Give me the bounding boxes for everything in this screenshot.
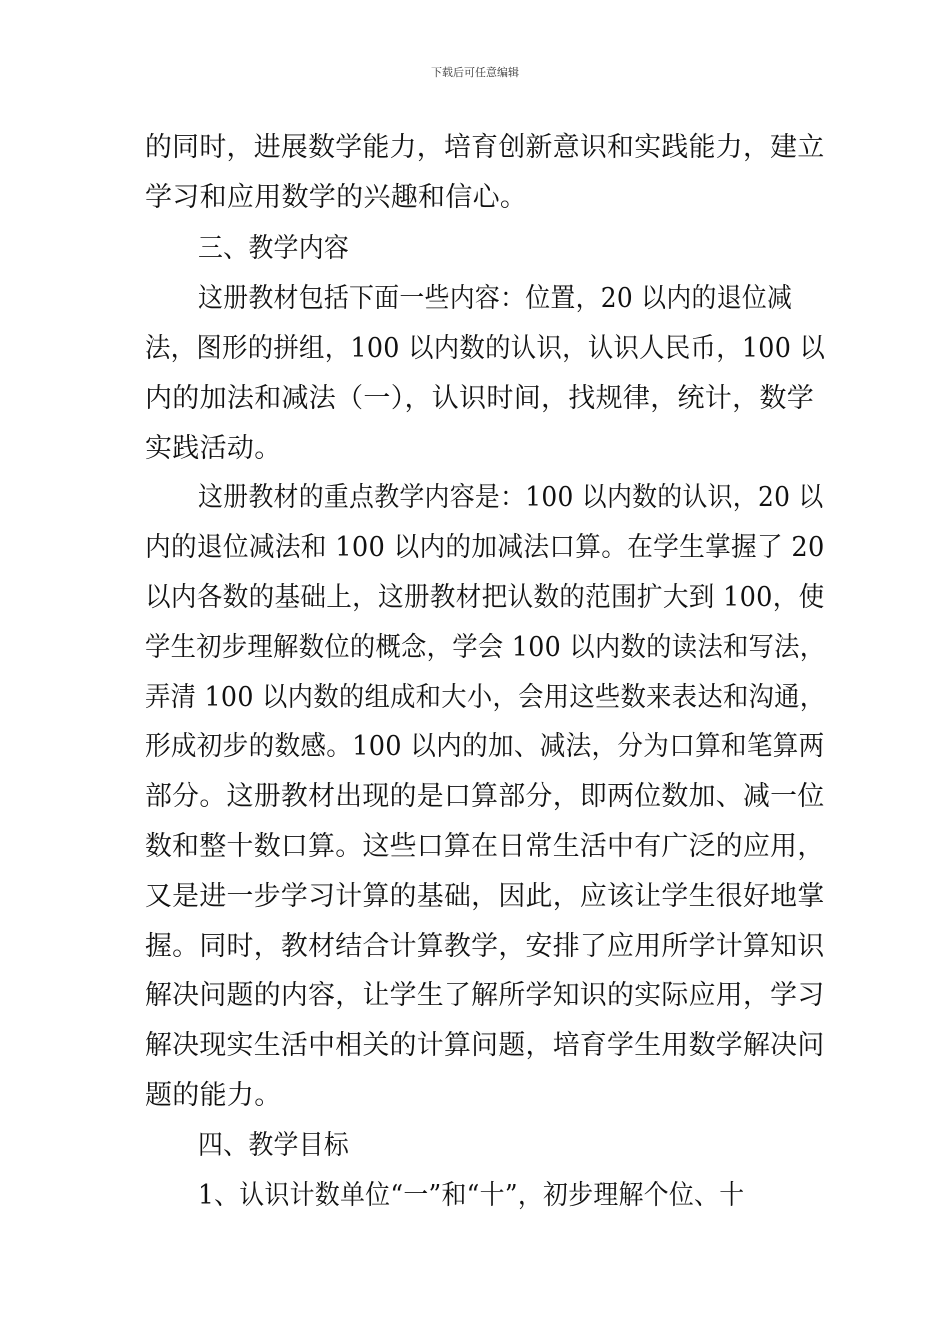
text-line: 内的退位减法和 100 以内的加减法口算。在学生掌握了 20 — [145, 532, 825, 563]
text-line: 题的能力。 — [145, 1080, 282, 1111]
text-line: 学生初步理解数位的概念，学会 100 以内数的读法和写法， — [145, 632, 826, 663]
text-line: 这册教材包括下面一些内容：位置，20 以内的退位减 — [198, 283, 793, 314]
text-line: 数和整十数口算。这些口算在日常生活中有广泛的应用， — [145, 831, 825, 862]
text-line: 解决现实生活中相关的计算问题，培育学生用数学解决问 — [145, 1030, 825, 1061]
text-line: 又是进一步学习计算的基础，因此，应该让学生很好地掌 — [145, 881, 825, 912]
text-line: 法，图形的拼组，100 以内数的认识，认识人民币，100 以 — [145, 333, 826, 364]
text-line: 的同时，进展数学能力，培育创新意识和实践能力，建立 — [145, 132, 825, 163]
text-line: 弄清 100 以内数的组成和大小，会用这些数来表达和沟通， — [145, 682, 826, 713]
text-line: 学习和应用数学的兴趣和信心。 — [145, 182, 528, 213]
text-line: 部分。这册教材出现的是口算部分，即两位数加、减一位 — [145, 781, 825, 812]
text-line: 内的加法和减法（一），认识时间，找规律，统计，数学 — [145, 383, 814, 414]
text-line: 以内各数的基础上，这册教材把认数的范围扩大到 100，使 — [145, 582, 825, 613]
section-heading: 四、教学目标 — [198, 1130, 350, 1161]
text-line: 握。同时，教材结合计算教学，安排了应用所学计算知识 — [145, 931, 825, 962]
section-heading: 三、教学内容 — [198, 233, 350, 264]
text-line: 形成初步的数感。100 以内的加、减法，分为口算和笔算两 — [145, 731, 825, 762]
text-line: 这册教材的重点教学内容是：100 以内数的认识，20 以 — [198, 482, 824, 513]
text-line: 1、认识计数单位“一”和“十”，初步理解个位、十 — [198, 1180, 745, 1211]
page-header: 下载后可任意编辑 — [431, 66, 519, 79]
text-line: 实践活动。 — [145, 433, 282, 464]
text-line: 解决问题的内容，让学生了解所学知识的实际应用，学习 — [145, 980, 825, 1011]
